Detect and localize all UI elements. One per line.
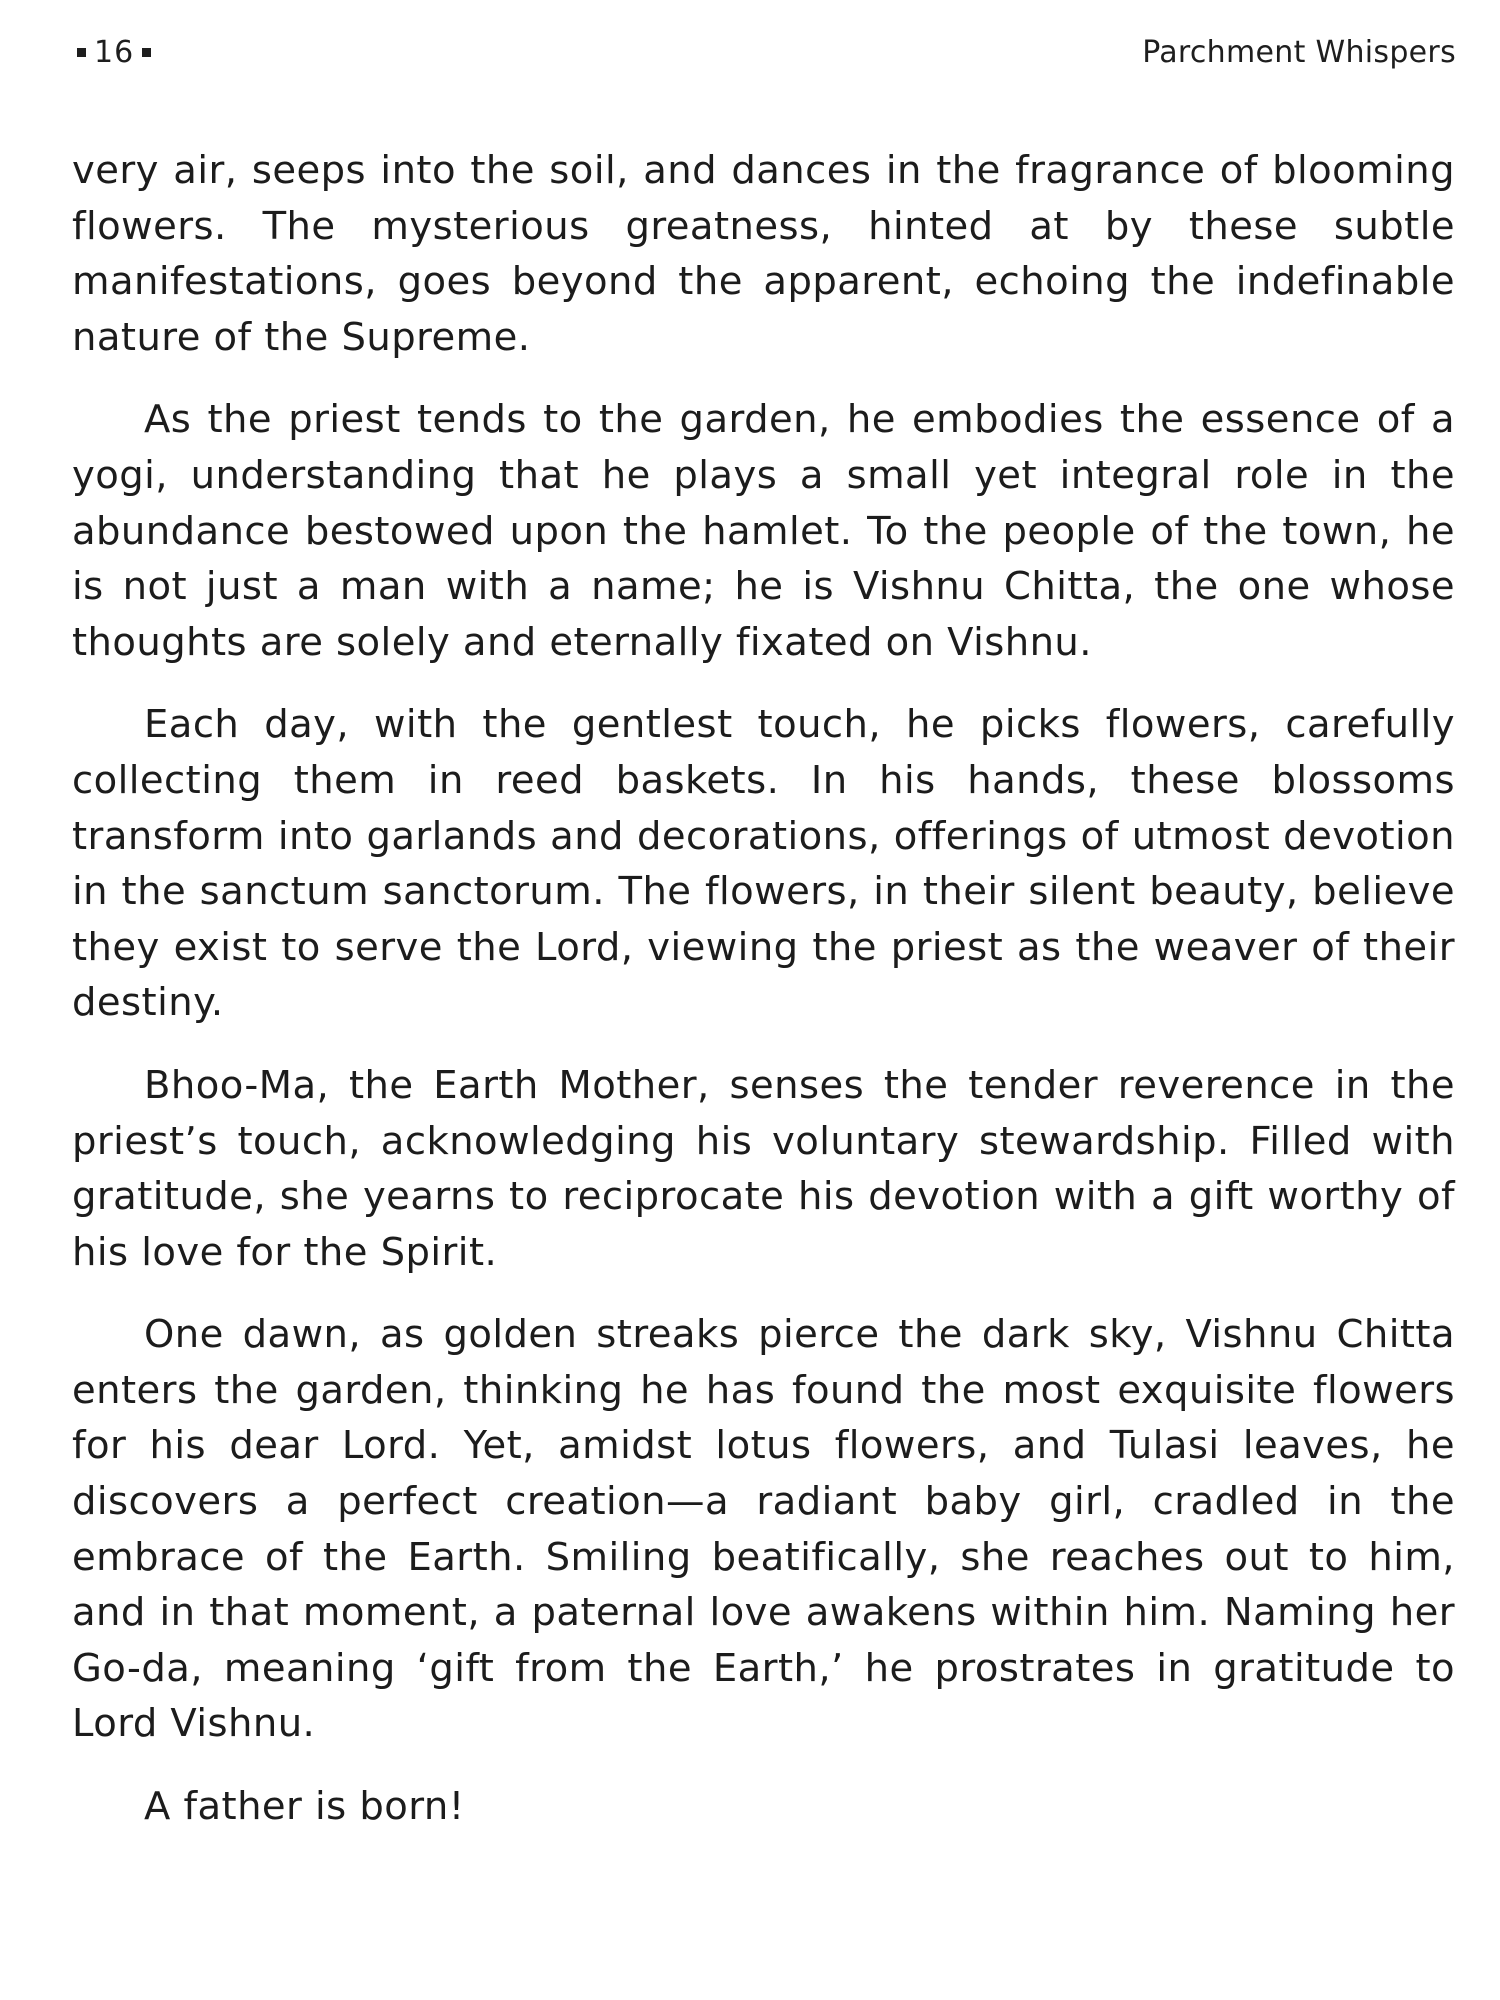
square-bullet-icon [77,48,86,57]
paragraph: As the priest tends to the garden, he embodies the essence of a yogi, understanding that he plays a small yet integral role in the abundance bestowed upon the hamlet. To the people of the town, he is not just a man with a name; he is Vishnu Chitta, the one whose thoughts are solely and eternally fixated on Vishnu. [72,397,1455,665]
paragraph: very air, seeps into the soil, and dances in the fragrance of blooming flowers. The mysterious greatness, hinted at by these subtle manifestations, goes beyond the apparent, echoing the indefinable nature of the Supreme. [72,148,1455,360]
paragraph: One dawn, as golden streaks pierce the dark sky, Vishnu Chitta enters the garden, thinking he has found the most exquisite flowers for his dear Lord. Yet, amidst lotus flowers, and Tulasi leaves, he discovers a perfect creation—a radiant baby girl, cradled in the embrace of the Earth. Smiling beatifically, she reaches out to him, and in that moment, a paternal love awakens within him. Naming her Go-da, meaning ‘gift from the Earth,’ he prostrates in gratitude to Lord Vishnu. [72,1312,1455,1747]
body-text [72,143,1455,1835]
square-bullet-icon [142,48,151,57]
page-header [75,30,1456,74]
page-number-group [75,35,159,70]
paragraph: A father is born! [144,1784,465,1830]
paragraph: Each day, with the gentlest touch, he picks flowers, carefully collecting them in reed baskets. In his hands, these blossoms transform into garlands and decorations, offerings of utmost devotion in the sanctum sanctorum. The flowers, in their silent beauty, believe they exist to serve the Lord, viewing the priest as the weaver of their destiny. [72,702,1455,1026]
paragraph: Bhoo-Ma, the Earth Mother, senses the tender reverence in the priest’s touch, acknowledging his voluntary stewardship. Filled with gratitude, she yearns to reciprocate his devotion with a gift worthy of his love for the Spirit. [72,1062,1455,1275]
running-title: Parchment Whispers [1142,34,1456,70]
page-number: 16 [94,34,135,70]
